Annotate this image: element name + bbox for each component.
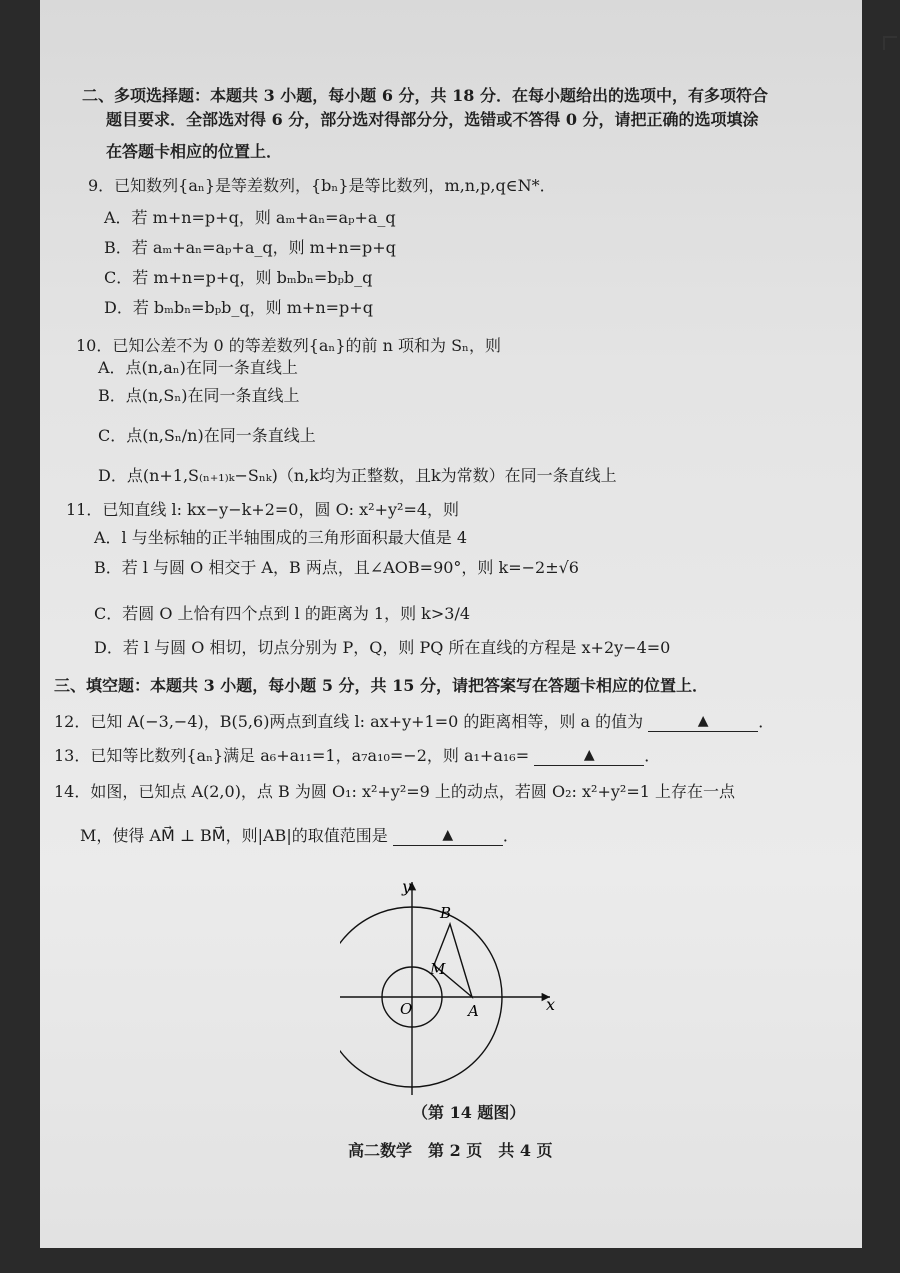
q10-option-c: C．点(n,Sₙ/n)在同一条直线上 [98,426,316,445]
answer-mark-icon: ▲ [442,827,454,843]
q11-option-b: B．若 l 与圆 O 相交于 A，B 两点，且∠AOB=90°，则 k=−2±√6 [94,558,579,577]
q11-option-d: D．若 l 与圆 O 相切，切点分别为 P，Q，则 PQ 所在直线的方程是 x+2y−4=0 [94,638,671,657]
q11-stem: 11．已知直线 l: kx−y−k+2=0，圆 O: x²+y²=4，则 [66,500,460,519]
y-label: y [402,877,412,896]
q12-stem: 12．已知 A(−3,−4)，B(5,6)两点到直线 l: ax+y+1=0 的距离相等，则 a 的值为 [54,712,644,731]
circle-figure [340,870,570,1100]
section3-heading: 三、填空题：本题共 3 小题，每小题 5 分，共 15 分，请把答案写在答题卡相应的位置上． [54,676,708,695]
point-b-label: B [440,904,452,922]
q12-answer-blank [648,710,758,732]
q10-option-b: B．点(n,Sₙ)在同一条直线上 [98,386,300,405]
figure-caption: （第 14 题图） [412,1103,526,1122]
q13-stem: 13．已知等比数列{aₙ}满足 a₆+a₁₁=1，a₇a₁₀=−2，则 a₁+a₁₆= [54,746,530,765]
q9-option-d: D．若 bₘbₙ=bₚb_q，则 m+n=p+q [104,298,373,317]
point-a-label: A [468,1002,479,1020]
point-m-label: M [430,960,446,978]
exam-page [40,0,862,1248]
q13-text: 13．已知等比数列{aₙ}满足 a₆+a₁₁=1，a₇a₁₀=−2，则 a₁+a₁₆= ▲ ． [54,746,661,765]
section2-line2: 题目要求．全部选对得 6 分，部分选对得部分分，选错或不答得 0 分，请把正确的选项填涂 [106,110,759,129]
q10-option-d: D．点(n+1,S₍ₙ₊₁₎ₖ−Sₙₖ)（n,k均为正整数，且k为常数）在同一条直线上 [98,466,617,485]
q11-option-c: C．若圆 O 上恰有四个点到 l 的距离为 1，则 k>3/4 [94,604,471,623]
q9-option-c: C．若 m+n=p+q，则 bₘbₙ=bₚb_q [104,268,373,287]
corner-mark [883,36,897,50]
answer-mark-icon: ▲ [583,747,595,763]
q9-option-a: A．若 m+n=p+q，则 aₘ+aₙ=aₚ+a_q [104,208,396,227]
x-label: x [546,995,556,1014]
q14-line2: M，使得 AM⃗ ⊥ BM⃗，则|AB|的取值范围是 ▲ ． [80,826,519,845]
q14-answer-blank [393,824,503,846]
q9-stem: 9．已知数列{aₙ}是等差数列，{bₙ}是等比数列，m,n,p,q∈N*． [88,176,556,195]
section2-heading: 二、多项选择题：本题共 3 小题，每小题 6 分，共 18 分．在每小题给出的选项中，有多项符合 [82,86,768,105]
q12-text: 12．已知 A(−3,−4)，B(5,6)两点到直线 l: ax+y+1=0 的距离相等，则 a 的值为 ▲ ． [54,712,775,731]
q10-option-a: A．点(n,aₙ)在同一条直线上 [98,358,298,377]
q14-stem: M，使得 AM⃗ ⊥ BM⃗，则|AB|的取值范围是 [80,826,388,845]
q13-answer-blank [534,744,644,766]
q9-option-b: B．若 aₘ+aₙ=aₚ+a_q，则 m+n=p+q [104,238,396,257]
origin-label: O [400,1000,413,1018]
answer-mark-icon: ▲ [697,713,709,729]
page-footer: 高二数学 第 2 页 共 4 页 [348,1141,553,1160]
q11-option-a: A．l 与坐标轴的正半轴围成的三角形面积最大值是 4 [94,528,468,547]
section2-line3: 在答题卡相应的位置上． [106,142,283,161]
q14-line1: 14．如图，已知点 A(2,0)，点 B 为圆 O₁: x²+y²=9 上的动点，若圆 O₂: x²+y²=1 上存在一点 [54,782,735,801]
q10-stem: 10．已知公差不为 0 的等差数列{aₙ}的前 n 项和为 Sₙ，则 [76,336,501,355]
